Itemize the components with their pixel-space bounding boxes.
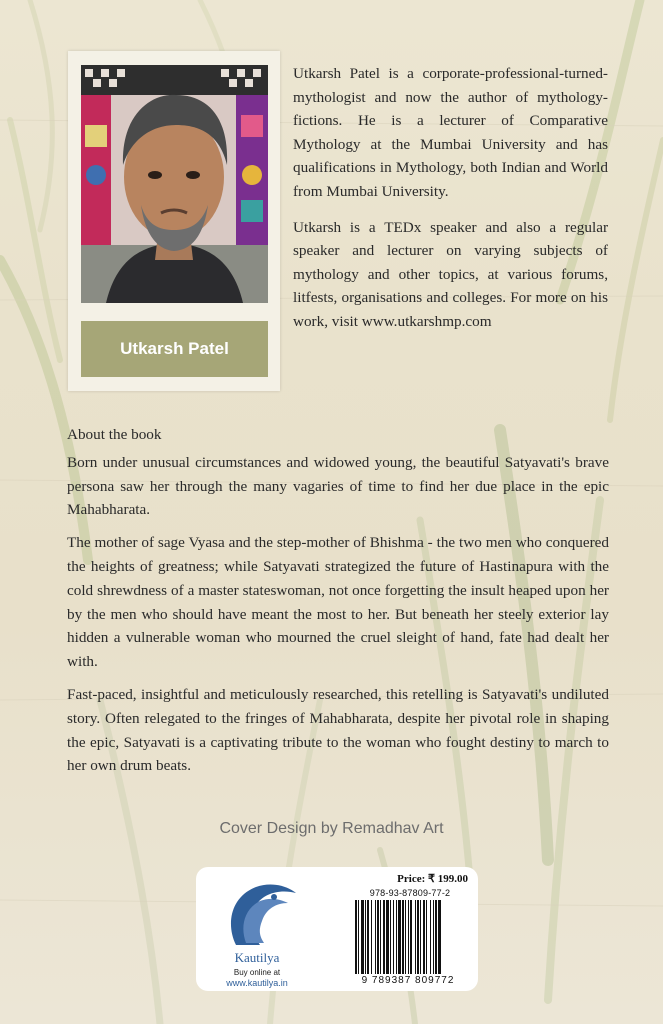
publisher-name: Kautilya: [234, 950, 280, 965]
bio-paragraph: Utkarsh is a TEDx speaker and also a regular speaker and lecturer on varying subjects of mythology and other topics, at various forums, litfests, organisations and colleges. For more on his work, visit www.utkarshmp.com: [293, 218, 608, 330]
author-photo-frame: [68, 51, 280, 391]
publisher-panel: [196, 867, 478, 991]
about-paragraph: Born under unusual circumstances and widowed young, the beautiful Satyavati's brave persona saw her through the many vagaries of time to find her due place in the epic Mahabharata.: [67, 453, 609, 519]
about-paragraph: Fast-paced, insightful and meticulously researched, this retelling is Satyavati's undiluted story. Often relegated to the fringes of Mahabharata, despite her pivotal role in shaping the epic, Satyavati is a captivating tribute to the woman who fought destiny to march to her own drum beats.: [67, 685, 609, 775]
about-heading: About the book: [67, 426, 162, 443]
author-name: Utkarsh Patel: [120, 339, 229, 358]
buy-online: [208, 968, 306, 988]
publisher-website[interactable]: www.kautilya.in: [226, 978, 288, 988]
price-label: Price: ₹ 199.00: [397, 873, 468, 885]
isbn-text: 978-93-87809-77-2: [369, 888, 451, 898]
buy-line: Buy online at: [233, 968, 281, 977]
barcode-icon: [354, 900, 466, 976]
about-paragraph: The mother of sage Vyasa and the step-mother of Bhishma - the two men who conquered the heights of greatness; while Satyavati strategized the future of Hastinapura with the cold shrewdness of a master stateswoman, not once forgetting the insult heaped upon her by the men who should have meant the most to her. But beneath her steely exterior lay hidden a vulnerable woman who mourned the cruel sleight of hand, fate had dealt her with.: [67, 534, 609, 671]
author-name-plate: [81, 321, 268, 377]
publisher-logo: [208, 875, 306, 987]
owl-emblem-icon: [208, 875, 306, 951]
bio-paragraph: Utkarsh Patel is a corporate-professional-turned-mythologist and now the author of mythology-fictions. He is a lecturer of Comparative Mythology at the Mumbai University and has qualifications in Mythology, both Indian and World from Mumbai University.: [293, 65, 608, 200]
barcode-number: 9 789387 809772: [361, 975, 455, 986]
author-photo: [81, 65, 268, 303]
author-bio: [293, 62, 608, 346]
cover-design-credit: Cover Design by Remadhav Art: [219, 820, 444, 837]
about-the-book: [67, 423, 609, 787]
